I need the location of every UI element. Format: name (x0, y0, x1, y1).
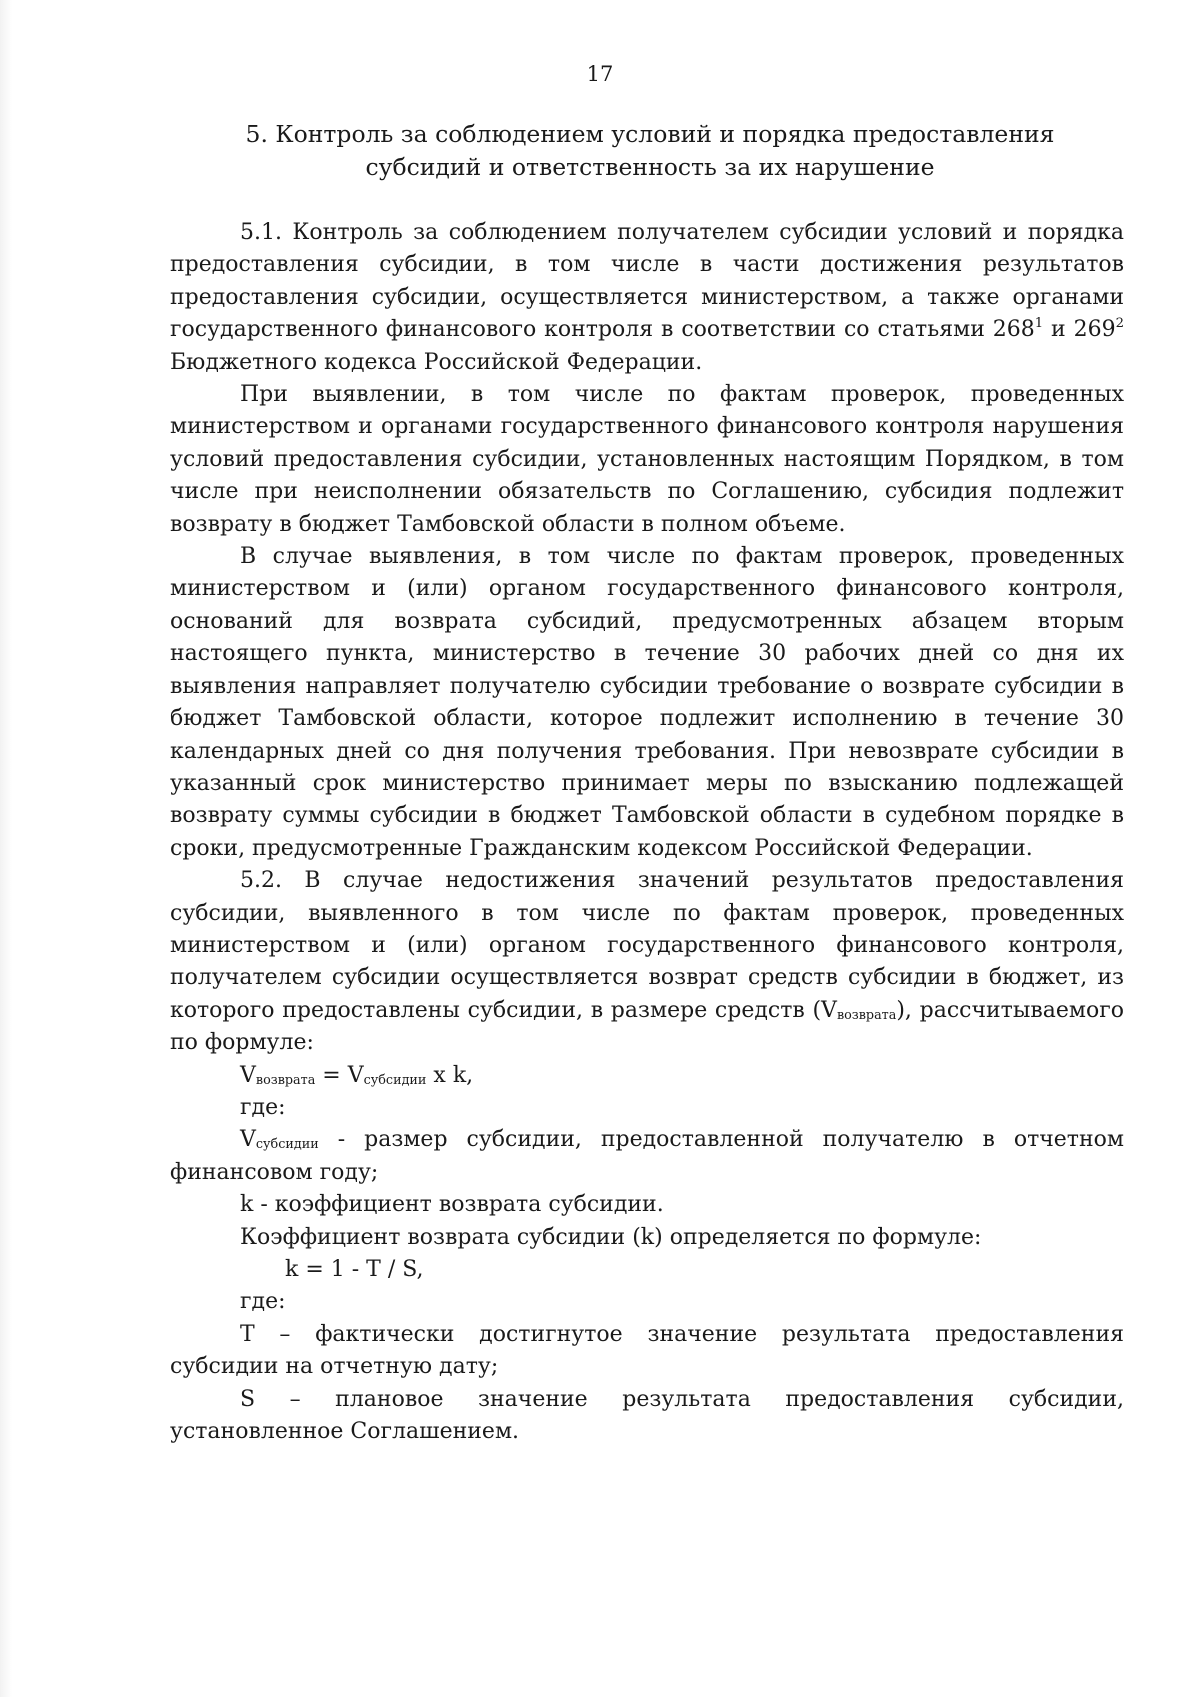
definition-v: V (240, 1127, 256, 1153)
definition-k: k - коэффициент возврата субсидии. (240, 1192, 664, 1218)
section-heading (170, 118, 1130, 184)
superscript-1: 1 (1034, 315, 1044, 331)
definition-v-subsidii (170, 1124, 1124, 1189)
where-label-2: где: (240, 1289, 286, 1315)
formula-times-k: x k, (426, 1062, 474, 1088)
paragraph-5-1 (170, 217, 1124, 379)
paragraph-return-procedure: В случае выявления, в том числе по фактам проверок, проведенных министерством и (или) органом государственного финансового контроля, оснований для возврата субсидий, предусмотренных абзацем вторым настоящего пункта, министерство в течение 30 рабочих дней со дня их выявления направляет получателю субсидии требование о возврате субсидии в бюджет Тамбовской области, которое подлежит исполнению в течение 30 календарных дней со дня получения требования. При невозврате субсидии в указанный срок министерство принимает меры по взысканию подлежащей возврату суммы субсидии в бюджет Тамбовской области в судебном порядке в сроки, предусмотренные Гражданским кодексом Российской Федерации. (170, 544, 1124, 861)
paragraph-violations: При выявлении, в том числе по фактам проверок, проведенных министерством и органами государственного финансового контроля нарушения условий предоставления субсидии, установленных настоящим Порядком, в том числе при неисполнении обязательств по Соглашению, субсидия подлежит возврату в бюджет Тамбовской области в полном объеме. (170, 382, 1124, 537)
paragraph-5-2 (170, 865, 1124, 1059)
definition-v-text: - размер субсидии, предоставленной получателю в отчетном финансовом году; (170, 1127, 1124, 1185)
heading-line-2: субсидий и ответственность за их нарушение (365, 153, 935, 181)
where-label-1: где: (240, 1094, 286, 1120)
definition-s: S – плановое значение результата предоставления субсидии, установленное Соглашением. (170, 1386, 1124, 1445)
formula-sub-vozvrata: возврата (255, 1072, 316, 1088)
paragraph-5-1-text: 5.1. Контроль за соблюдением получателем субсидии условий и порядка предоставления субсидии, в том числе в части достижения результатов предоставления субсидии, осуществляется министерством, а также органами государственного финансового контроля в соответствии со статьями 268 (170, 220, 1124, 343)
definition-sub-subsidii: субсидии (255, 1137, 319, 1153)
paragraph-5-1-text-c: Бюджетного кодекса Российской Федерации. (170, 349, 703, 375)
formula-sub-subsidii: субсидии (363, 1072, 427, 1088)
definition-t: Т – фактически достигнутое значение результата предоставления субсидии на отчетную дату; (170, 1321, 1124, 1380)
k-intro: Коэффициент возврата субсидии (k) определяется по формуле: (240, 1224, 982, 1250)
paragraph-5-2-text-b: ), рассчитываемого по формуле: (170, 997, 1125, 1056)
subscript-vozvrata: возврата (836, 1007, 897, 1023)
paragraph-5-1-text-b: и 269 (1043, 317, 1116, 343)
scan-edge (0, 0, 12, 1697)
formula-return-volume (170, 1060, 1124, 1092)
heading-line-1: 5. Контроль за соблюдением условий и порядка предоставления (245, 120, 1055, 148)
formula-coefficient: k = 1 - T / S, (285, 1257, 424, 1282)
formula-v: V (240, 1062, 256, 1088)
document-body (170, 217, 1124, 1448)
formula-equals-v: = V (315, 1062, 364, 1088)
page-number: 17 (586, 62, 614, 86)
superscript-2: 2 (1115, 315, 1125, 331)
paragraph-5-2-text: 5.2. В случае недостижения значений результатов предоставления субсидии, выявленного в том числе по фактам проверок, проведенных министерством и (или) органом государственного финансового контроля, получателем субсидии осуществляется возврат средств субсидии в бюджет, из которого предоставлены субсидии, в размере средств (V (170, 868, 1124, 1023)
